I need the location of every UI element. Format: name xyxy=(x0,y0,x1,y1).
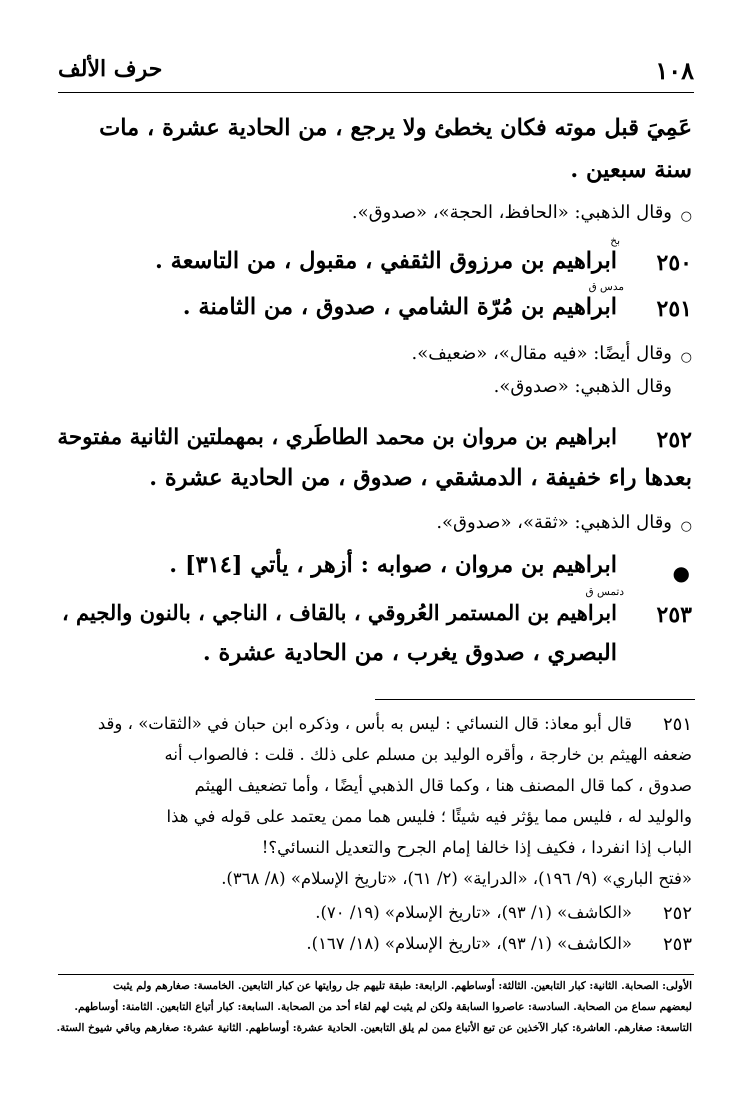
entry-text-252-line-2: بعدها راء خفيفة ، الدمشقي ، صدوق ، من الحادية عشرة . xyxy=(149,465,692,491)
entry-symbol-251: مدس ق xyxy=(588,281,624,293)
entry-text-253-line-1: ابراهيم بن المستمر العُروقي ، بالقاف ، الناجي ، بالنون والجيم ، xyxy=(61,600,617,625)
entry-text-251: ابراهيم بن مُرّة الشامي ، صدوق ، من الثامنة . xyxy=(182,294,617,320)
page-header xyxy=(58,50,694,93)
entry-number-250: ٢٥٠ xyxy=(656,250,692,276)
legend-line-1: الأولى: الصحابة. الثانية: كبار التابعين. الثالثة: أوساطهم. الرابعة: طبقة تليهم جل روايتها عن كبار التابعين. الخامسة: صغارهم ولم يثبت xyxy=(113,980,692,992)
chapter-title: حرف الألف xyxy=(58,56,163,82)
dhahabi-note-2: وقال الذهبي: «صدوق». xyxy=(493,376,672,397)
footnote-number-253: ٢٥٣ xyxy=(662,934,692,955)
legend-line-2: لبعضهم سماع من الصحابة. السادسة: عاصروا السابقة ولكن لم يثبت لهم لقاء أحد من الصحابة. السابعة: كبار أتباع التابعين. الثامنة: أوساطهم. xyxy=(74,1001,692,1013)
dhahabi-note-1: وقال الذهبي: «الحافظ، الحجة»، «صدوق». xyxy=(351,202,672,223)
circle-bullet-icon: ○ xyxy=(680,350,692,365)
footnote-251-line-6: «فتح الباري» (٩/ ١٩٦)، «الدراية» (٢/ ٦١)، «تاريخ الإسلام» (٨/ ٣٦٨). xyxy=(221,869,692,888)
filled-bullet-icon: ● xyxy=(672,561,690,585)
entry-text-252-line-1: ابراهيم بن مروان بن محمد الطاطَري ، بمهملتين الثانية مفتوحة xyxy=(57,425,617,450)
footnote-251-line-1: قال أبو معاذ: قال النسائي : ليس به بأس ، وذكره ابن حبان في «الثقات» ، وقد xyxy=(97,714,632,733)
entry-symbol-253: دتمس ق xyxy=(585,586,624,598)
page-number: ١٠٨ xyxy=(655,56,694,85)
footnote-separator xyxy=(375,699,695,700)
another-note: وقال أيضًا: «فيه مقال»، «ضعيف». xyxy=(411,343,672,364)
footnote-252-text: «الكاشف» (١/ ٩٣)، «تاريخ الإسلام» (١٩/ ٧٠). xyxy=(315,903,632,922)
footnote-251-line-2: ضعفه الهيثم بن خارجة ، وأقره الوليد بن مسلم على ذلك . قلت : فالصواب أنه xyxy=(164,745,692,764)
entry-number-251: ٢٥١ xyxy=(656,296,692,322)
footnote-251-line-4: والوليد له ، فليس مما يؤثر فيه شيئًا ؛ فليس هما ممن يعتمد على قوله في هذا xyxy=(166,807,692,826)
footnote-253-text: «الكاشف» (١/ ٩٣)، «تاريخ الإسلام» (١٨/ ١٦٧). xyxy=(306,934,632,953)
continuation-line-1: عَمِيَ قبل موته فكان يخطئ ولا يرجع ، من الحادية عشرة ، مات xyxy=(99,115,692,141)
entry-symbol-250: بخ xyxy=(610,235,620,247)
entry-number-253: ٢٥٣ xyxy=(656,602,692,628)
continuation-line-2: سنة سبعين . xyxy=(570,157,692,183)
footnote-number-251: ٢٥١ xyxy=(662,714,692,735)
cross-reference-entry: ابراهيم بن مروان ، صوابه : أزهر ، يأتي [٣١٤] . xyxy=(169,552,617,578)
entry-text-253-line-2: البصري ، صدوق يغرب ، من الحادية عشرة . xyxy=(202,640,617,666)
entry-text-250: ابراهيم بن مرزوق الثقفي ، مقبول ، من التاسعة . xyxy=(154,248,617,274)
circle-bullet-icon: ○ xyxy=(680,519,692,534)
footnote-251-line-3: صدوق ، كما قال المصنف هنا ، وكما قال الذهبي أيضًا ، وأما تضعيف الهيثم xyxy=(194,776,692,795)
legend-separator xyxy=(58,974,694,975)
circle-bullet-icon: ○ xyxy=(680,209,692,224)
footnote-number-252: ٢٥٢ xyxy=(662,903,692,924)
footnote-251-line-5: الباب إذا انفردا ، فكيف إذا خالفا إمام الجرح والتعديل النسائي؟! xyxy=(261,838,692,857)
legend-line-3: التاسعة: صغارهم. العاشرة: كبار الآخذين عن تبع الأتباع ممن لم يلق التابعين. الحادية عشرة: أوساطهم. الثانية عشرة: صغارهم وباقي شيوخ الستة. xyxy=(56,1022,692,1034)
dhahabi-note-3: وقال الذهبي: «ثقة»، «صدوق». xyxy=(436,512,672,533)
entry-number-252: ٢٥٢ xyxy=(656,427,692,453)
